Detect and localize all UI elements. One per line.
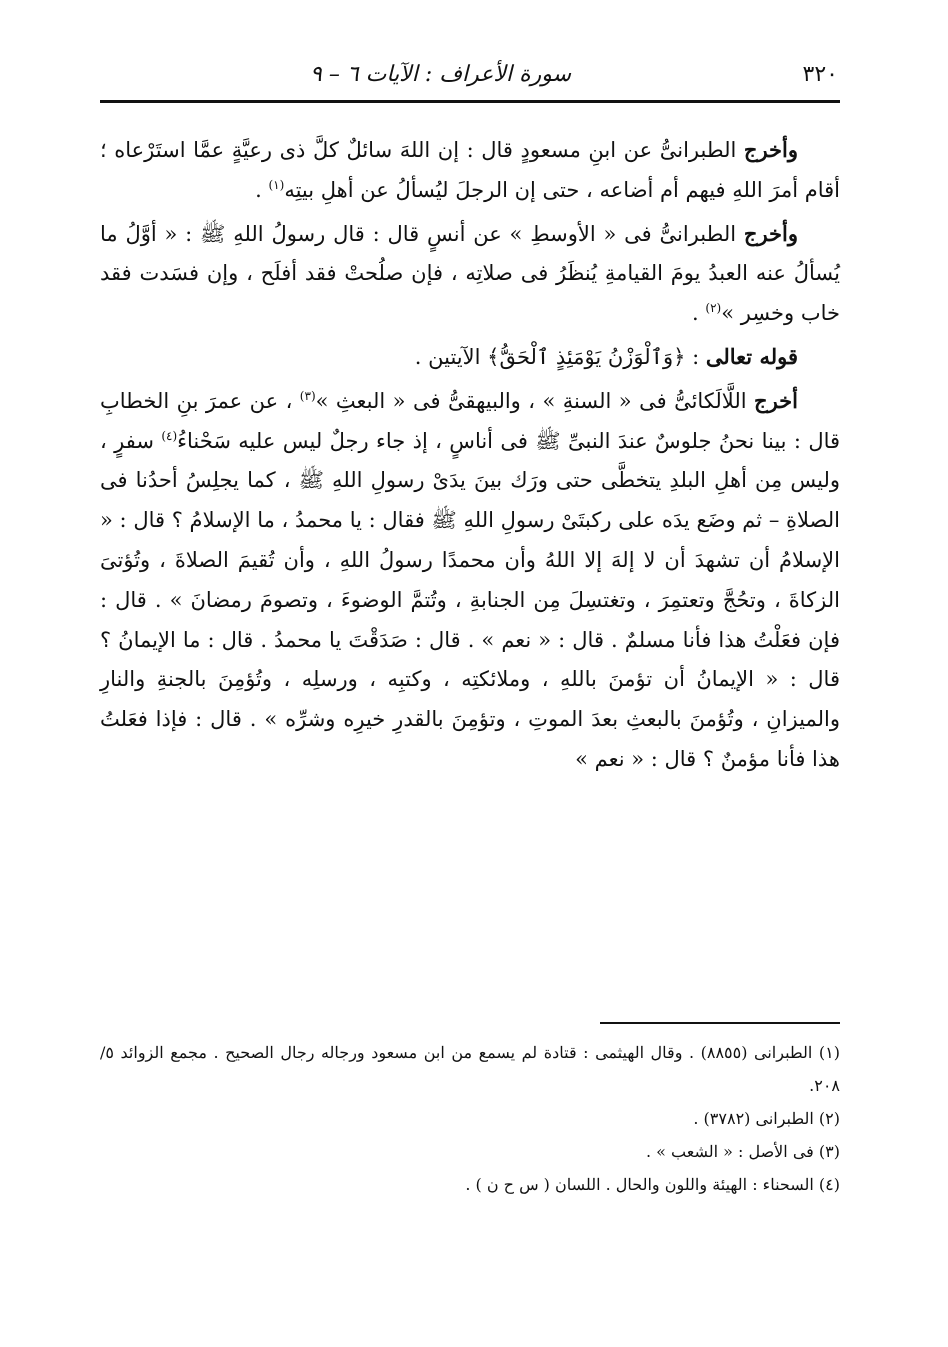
paragraph-4-text-a: اللَّالَكائىُّ فى « السنةِ » ، والبيهقىُّ فى « البعثِ » <box>315 388 755 413</box>
header-rule <box>100 100 840 103</box>
paragraph-4 <box>100 381 840 780</box>
paragraph-2-text: الطبرانىُّ فى « الأوسطِ » عن أنسٍ قال : قال رسولُ اللهِ ﷺ : « أوَّلُ ما يُسألُ عنه العبدُ يومَ القيامةِ يُنظَرُ فى صلاتِه ، فإن صلُحتْ فقد أفلَح ، وإن فسَدت فقد خاب وخسِر » <box>100 221 840 326</box>
paragraph-2-end: . <box>692 301 706 326</box>
verse-heading-lead: قوله تعالى <box>705 343 798 369</box>
verse-heading <box>100 337 840 378</box>
paragraph-4-text-c: سفرٍ ، وليس مِن أهلِ البلدِ يتخطَّى حتى ورَك بينَ يدَىْ رسولِ اللهِ ﷺ ، كما يجلِسُ أحدُنا فى الصلاةِ – ثم وضَع يدَه على ركبتَىْ رسولِ اللهِ ﷺ فقال : يا محمدُ ، ما الإسلامُ ؟ قال : « الإسلامُ أن تشهدَ أن لا إلهَ إلا اللهُ وأن محمدًا رسولُ اللهِ ، وأن تُقيمَ الصلاةَ ، وتُؤتىَ الزكاةَ ، وتحُجَّ وتعتمِرَ ، وتغتسِلَ مِن الجنابةِ ، وتُتمَّ الوضوءَ ، وتصومَ رمضانَ » . قال : فإن فعَلْتُ هذا فأنا مسلمٌ . قال : « نعم » . قال : صَدَقْتَ يا محمدُ . قال : ما الإيمانُ ؟ قال : « الإيمانُ أن تؤمنَ باللهِ ، وملائكتِه ، وكتبِه ، ورسلِه ، وتُؤمِنَ بالجنةِ والنارِ والميزانِ ، وتُؤمنَ بالبعثِ بعدَ الموتِ ، وتؤمِنَ بالقدرِ خيرِه وشرِّه » . قال : فإذا فعَلتُ هذا فأنا مؤمنٌ ؟ قال : « نعم » <box>100 428 840 771</box>
page-number: ٣٢٠ <box>802 61 838 87</box>
footnote-ref-2: (٢) <box>705 301 722 316</box>
paragraph-1-end: . <box>255 177 269 202</box>
paragraph-1-text: الطبرانىُّ عن ابنِ مسعودٍ قال : إن اللهَ سائلٌ كلَّ ذى رعيَّةٍ عمَّا استَرْعاه ؛ أقام أمرَ اللهِ فيهم أم أضاعه ، حتى إن الرجلَ ليُسألُ عن أهلِ بيتِه <box>100 138 840 202</box>
footnote-ref-1: (١) <box>268 177 285 192</box>
footnote-1: (١) الطبرانى (٨٨٥٥) . وقال الهيثمى : قتادة لم يسمع من ابن مسعود ورجاله رجال الصحيح . مجمع الزوائد ٥/ ٢٠٨. <box>100 1043 840 1095</box>
paragraph-4-lead: أخرج <box>754 387 798 413</box>
paragraph-2-lead: وأخرج <box>743 220 798 246</box>
footnote-2: (٢) الطبرانى (٣٧٨٢) . <box>693 1109 840 1128</box>
footnote-rule <box>600 1022 840 1024</box>
running-title: سورة الأعراف : الآيات ٦ – ٩ <box>310 61 572 87</box>
verse-heading-text: : ﴿وَٱلْوَزْنُ يَوْمَئِذٍ ٱلْحَقُّ﴾ الآيتين . <box>414 344 706 369</box>
paragraph-1 <box>100 130 840 211</box>
footnote-ref-3: (٣) <box>299 388 316 403</box>
footnote-ref-4: (٤) <box>161 428 178 443</box>
paragraph-2 <box>100 214 840 334</box>
footnotes <box>100 1036 840 1201</box>
paragraph-4-text-b: ، عن عمرَ بنِ الخطابِ قال : بينا نحنُ جلوسٌ عندَ النبىِّ ﷺ فى أناسٍ ، إذ جاء رجلٌ ليس عليه سَحْناءُ <box>100 388 841 453</box>
footnote-3: (٣) فى الأصل : « الشعب » . <box>645 1142 840 1161</box>
main-text <box>100 130 840 780</box>
footnote-4: (٤) السحناء : الهيئة واللون والحال . اللسان ( س ح ن ) . <box>465 1175 840 1194</box>
running-header <box>100 56 838 92</box>
paragraph-1-lead: وأخرج <box>743 137 798 162</box>
